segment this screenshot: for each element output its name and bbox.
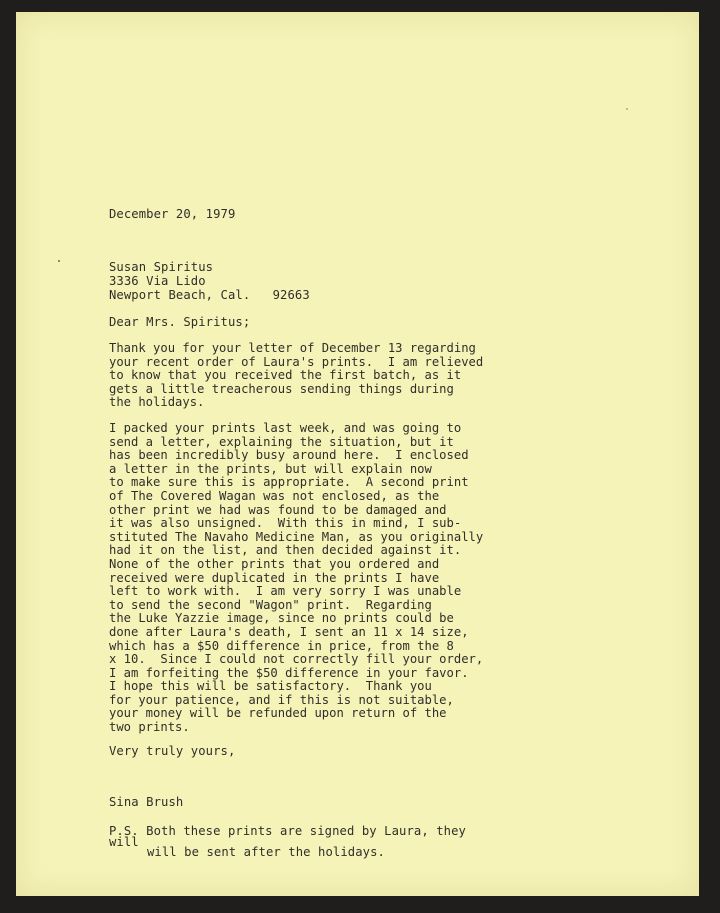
paragraph-2 xyxy=(109,422,483,735)
paragraph-1-line: your recent order of Laura's prints. I am relieved xyxy=(109,354,484,369)
paragraph-2-line: the Luke Yazzie image, since no prints could be xyxy=(109,611,454,626)
recipient-street: 3336 Via Lido xyxy=(109,274,206,288)
closing: Very truly yours, xyxy=(109,744,236,758)
postscript-line: will be sent after the holidays. xyxy=(147,845,385,859)
paragraph-2-line: received were duplicated in the prints I have xyxy=(109,570,440,585)
paragraph-2-line: a letter in the prints, but will explain now xyxy=(109,461,432,476)
paragraph-2-line: other print we had was found to be damaged and xyxy=(109,502,447,517)
recipient-city: Newport Beach, Cal. 92663 xyxy=(109,288,310,302)
paper-speck xyxy=(58,260,60,262)
paragraph-2-line: None of the other prints that you ordered and xyxy=(109,556,440,571)
letter-date: December 20, 1979 xyxy=(109,207,236,221)
postscript-overtyped-word: will xyxy=(109,835,139,849)
paragraph-1 xyxy=(109,342,483,410)
paragraph-2-line: for your patience, and if this is not suitable, xyxy=(109,692,454,707)
paragraph-1-line: Thank you for your letter of December 13 regarding xyxy=(109,341,476,355)
paragraph-2-line: stituted The Navaho Medicine Man, as you originally xyxy=(109,529,484,544)
salutation: Dear Mrs. Spiritus; xyxy=(109,315,251,329)
paragraph-2-line: two prints. xyxy=(109,720,190,735)
paper-speck xyxy=(626,108,628,110)
paragraph-2-line: I hope this will be satisfactory. Thank you xyxy=(109,679,432,694)
paragraph-2-line: it was also unsigned. With this in mind, I sub- xyxy=(109,516,462,531)
paragraph-2-line: x 10. Since I could not correctly fill your order, xyxy=(109,652,484,667)
paragraph-2-line: I am forfeiting the $50 difference in your favor. xyxy=(109,665,469,680)
paragraph-2-line: which has a $50 difference in price, from the 8 xyxy=(109,638,454,653)
paragraph-2-line: has been incredibly busy around here. I enclosed xyxy=(109,448,469,463)
signature-name: Sina Brush xyxy=(109,795,184,809)
paragraph-2-line: your money will be refunded upon return of the xyxy=(109,706,447,721)
paragraph-1-line: the holidays. xyxy=(109,395,205,410)
paragraph-2-line: I packed your prints last week, and was going to xyxy=(109,421,462,435)
paragraph-1-line: gets a little treacherous sending things during xyxy=(109,381,454,396)
paragraph-2-line: had it on the list, and then decided against it. xyxy=(109,543,462,558)
paragraph-2-line: left to work with. I am very sorry I was unable xyxy=(109,584,462,599)
paragraph-2-line: of The Covered Wagan was not enclosed, as the xyxy=(109,488,440,503)
paragraph-2-line: done after Laura's death, I sent an 11 x 14 size, xyxy=(109,624,469,639)
postscript-line: P.S. Both these prints are signed by Laura, they xyxy=(109,824,466,838)
paragraph-2-line: to send the second "Wagon" print. Regarding xyxy=(109,597,432,612)
paragraph-1-line: to know that you received the first batch, as it xyxy=(109,368,462,383)
paragraph-2-line: send a letter, explaining the situation, but it xyxy=(109,434,454,449)
letter-page xyxy=(16,12,699,896)
paragraph-2-line: to make sure this is appropriate. A second print xyxy=(109,475,469,490)
recipient-name: Susan Spiritus xyxy=(109,260,214,274)
